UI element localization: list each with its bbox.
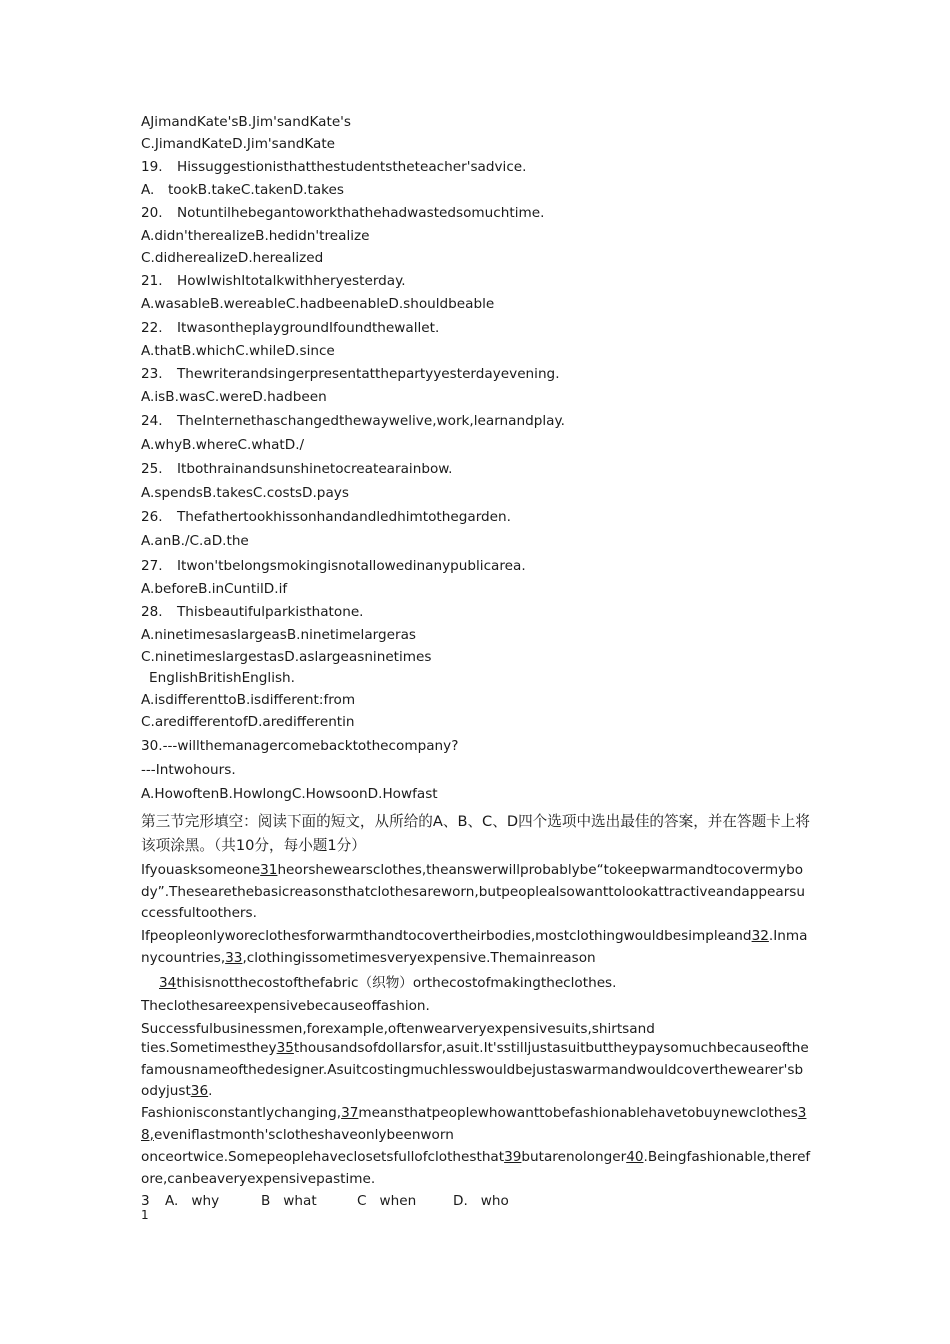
question-stem: Thefathertookhissonhandandledhimtothegarden. <box>177 509 511 525</box>
question-number: 19. <box>141 159 163 175</box>
option-text: who <box>480 1193 509 1209</box>
blank-37: 37 <box>341 1105 359 1121</box>
option-letter: D. <box>453 1193 468 1209</box>
option-line: AJimandKate'sB.Jim'sandKate's <box>141 114 352 130</box>
question-stem: Thewriterandsingerpresentatthepartyyesterdayevening. <box>177 366 560 382</box>
question-stem: Hissuggestionisthatthestudentstheteacher'sadvice. <box>177 159 527 175</box>
passage-text: thisisnotthecostofthefabric（织物）orthecostofmakingtheclothes. <box>176 975 617 991</box>
blank-33: 33 <box>225 949 243 966</box>
option-line: A.spendsB.takesC.costsD.pays <box>141 485 349 501</box>
passage-paragraph-5 <box>141 1147 811 1190</box>
passage-paragraph-2 <box>141 926 811 969</box>
section-heading: 第三节完形填空：阅读下面的短文，从所给的A、B、C、D四个选项中选出最佳的答案，并在答题卡上将该项涂黑。（共10分，每小题1分） <box>141 813 810 854</box>
question-21 <box>141 271 811 291</box>
question-30: 30.---willthemanagercomebacktothecompany? <box>141 738 459 754</box>
passage-text: .Inmanycountries, <box>141 928 808 966</box>
question-number: 28. <box>141 604 163 620</box>
question-30-answer: ---Intwohours. <box>141 762 236 778</box>
question-26 <box>141 507 811 527</box>
question-stem: ItwasontheplaygroundIfoundthewallet. <box>177 320 440 336</box>
passage-paragraph-3 <box>141 1038 811 1103</box>
question-number: 23. <box>141 366 163 382</box>
blank-35: 35 <box>276 1040 294 1056</box>
question-27 <box>141 556 811 576</box>
option-line: A.didn'therealizeB.hedidn'trealize <box>141 228 370 244</box>
question-stem: Itwon'tbelongsmokingisnotallowedinanypublicarea. <box>177 558 526 574</box>
question-23 <box>141 364 811 384</box>
cut-off-line: 1 <box>141 1208 149 1222</box>
option-line: C.ninetimeslargestasD.aslargeasninetimes <box>141 649 432 665</box>
option-line: A.ninetimesaslargeasB.ninetimelargeras <box>141 627 417 643</box>
passage-text: butarenolonger <box>521 1149 627 1165</box>
blank-40: 40 <box>626 1149 644 1165</box>
blank-32: 32 <box>751 928 769 944</box>
question-19 <box>141 157 811 177</box>
question-20 <box>141 203 811 223</box>
question-number: 25. <box>141 461 163 477</box>
row-number: 3 <box>141 1193 150 1209</box>
passage-text: Ifyouasksomeone <box>141 862 261 878</box>
option-line: A.wasableB.wereableC.hadbeenableD.shouldbeable <box>141 296 495 312</box>
option-line: A.beforeB.inCuntilD.if <box>141 581 288 597</box>
passage-line <box>159 973 829 993</box>
passage-line: Successfulbusinessmen,forexample,oftenwearveryexpensivesuits,shirtsand <box>141 1021 655 1037</box>
blank-39: 39 <box>504 1149 522 1165</box>
option-line: A.HowoftenB.HowlongC.HowsoonD.Howfast <box>141 786 438 802</box>
passage-text: Ifpeopleonlyworeclothesforwarmthandtocovertheirbodies,mostclothingwouldbesimpleand <box>141 928 752 944</box>
passage-text: Fashionisconstantlychanging, <box>141 1105 342 1121</box>
question-number: 27. <box>141 558 163 574</box>
passage-text: . <box>208 1083 213 1099</box>
question-number: 22. <box>141 320 163 336</box>
option-line: C.aredifferentofD.aredifferentin <box>141 714 355 730</box>
passage-text: heorshewearsclothes,theanswerwillprobablybe“tokeepwarmandtocovermybody”.Thesearethebasicreasonsthatclothesareworn,butpeoplealsowanttolookattractiveandappearsuccessfultoothers. <box>141 862 805 921</box>
question-25 <box>141 459 811 479</box>
question-stem: TheInternethaschangedthewaywelive,work,learnandplay. <box>177 413 565 429</box>
passage-paragraph-4 <box>141 1103 811 1146</box>
passage-text: thousandsofdollarsfor,asuit.It'sstilljustasuitbuttheypaysomuchbecauseofthefamousnameofthedesigner.Asuitcostingmuchlesswouldbejustaswarmandwouldcoverthewearer'sbodyjust <box>141 1040 809 1099</box>
option-line: A.isB.wasC.wereD.hadbeen <box>141 389 327 405</box>
option-letter: C <box>357 1193 367 1209</box>
question-stem: HowIwishItotalkwithheryesterday. <box>177 273 406 289</box>
option-letter: A. <box>165 1193 179 1209</box>
question-number: 24. <box>141 413 163 429</box>
option-letter: B <box>261 1193 271 1209</box>
passage-paragraph-1 <box>141 860 811 925</box>
option-text: why <box>191 1193 220 1209</box>
blank-31: 31 <box>260 862 278 878</box>
question-stem: Notuntilhebegantoworkthathehadwastedsomuchtime. <box>177 205 545 221</box>
option-text: when <box>379 1193 417 1209</box>
passage-text: .Beingfashionable,therefore,canbeaveryexpensivepastime. <box>141 1149 811 1187</box>
passage-text: ties.Sometimesthey <box>141 1040 277 1056</box>
passage-text: meansthatpeoplewhowanttobefashionablehavetobuynewclothes <box>358 1105 798 1121</box>
question-24 <box>141 411 811 431</box>
option-line: A.anB./C.aD.the <box>141 533 249 549</box>
option-line: A.whyB.whereC.whatD./ <box>141 437 305 453</box>
question-stem: Thisbeautifulparkisthatone. <box>177 604 364 620</box>
question-number: 26. <box>141 509 163 525</box>
passage-text: ,clothingissometimesveryexpensive.Themainreason <box>242 949 596 966</box>
question-28 <box>141 602 811 622</box>
question-stem: Itbothrainandsunshinetocreatearainbow. <box>177 461 453 477</box>
option-line: A.isdifferenttoB.isdifferent:from <box>141 692 356 708</box>
question-number: 20. <box>141 205 163 221</box>
option-line: A. tookB.takeC.takenD.takes <box>141 182 344 198</box>
option-text: what <box>283 1193 317 1209</box>
question-number: 21. <box>141 273 163 289</box>
question-22 <box>141 318 811 338</box>
option-line: A.thatB.whichC.whileD.since <box>141 343 335 359</box>
passage-line: Theclothesareexpensivebecauseoffashion. <box>141 998 430 1014</box>
blank-38: 38, <box>141 1105 807 1143</box>
passage-text: onceortwice.Somepeoplehaveclosetsfullofclothesthat <box>141 1149 505 1165</box>
blank-36: 36 <box>190 1083 209 1099</box>
question-29-stem: EnglishBritishEnglish. <box>149 670 295 686</box>
passage-text: eveniflastmonth'sclotheshaveonlybeenworn <box>153 1126 454 1143</box>
option-line: C.didherealizeD.herealized <box>141 250 324 266</box>
blank-34: 34 <box>159 975 177 991</box>
option-line: C.JimandKateD.Jim'sandKate <box>141 136 336 152</box>
